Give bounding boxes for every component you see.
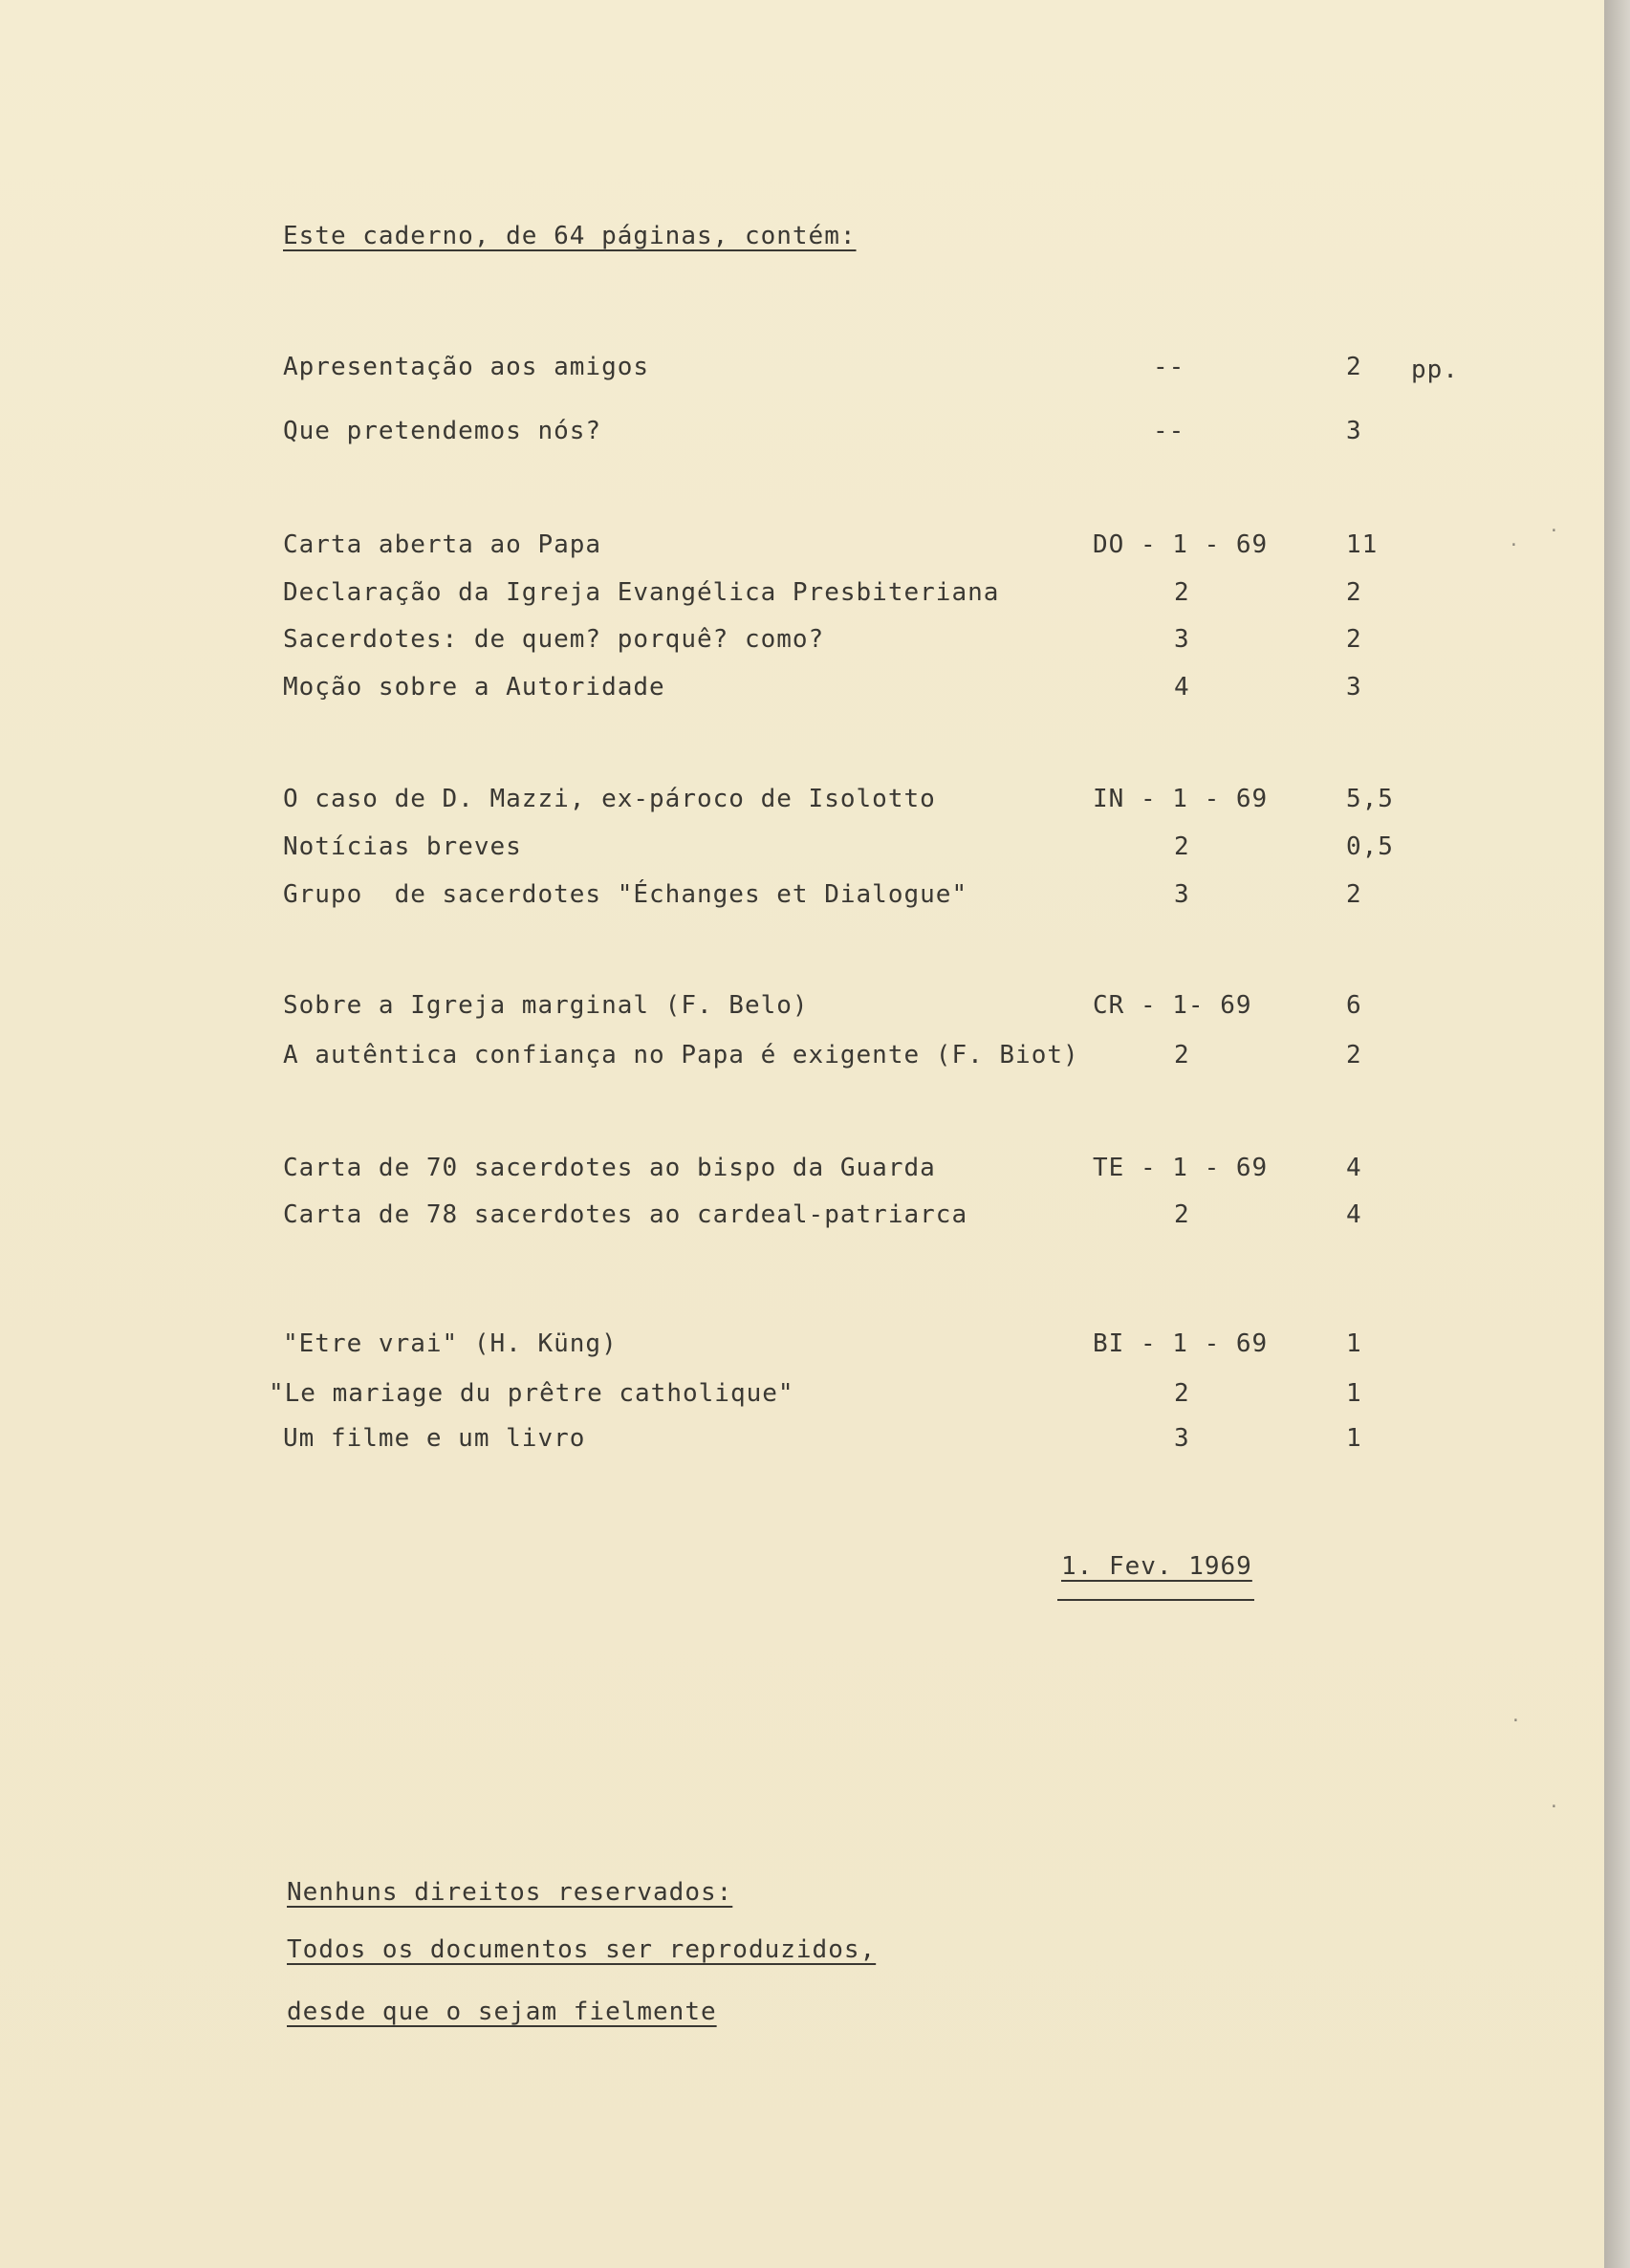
row-pages: 1 [1346, 1424, 1362, 1453]
row-pages: 0,5 [1346, 832, 1394, 861]
rights-line: Todos os documentos ser reproduzidos, [287, 1935, 877, 1964]
row-pages: 2 [1346, 578, 1362, 607]
date-rule [1057, 1599, 1254, 1601]
row-pages: 4 [1346, 1200, 1362, 1229]
row-title: "Etre vrai" (H. Küng) [283, 1329, 618, 1358]
bleed-through-text [153, 96, 916, 153]
row-title: A autêntica confiança no Papa é exigente (F. Biot) [283, 1041, 1079, 1069]
row-title: Apresentação aos amigos [283, 353, 650, 381]
row-ref: 4 [1174, 673, 1190, 702]
row-title: "Le mariage du prêtre catholique" [269, 1379, 794, 1408]
row-ref: -- [1153, 417, 1185, 445]
punch-mark: · [1510, 1711, 1521, 1731]
row-pages: 2 [1346, 1041, 1362, 1069]
rights-line: desde que o sejam fielmente [287, 1998, 717, 2026]
row-ref: BI - 1 - 69 [1093, 1329, 1269, 1358]
rights-heading: Nenhuns direitos reservados: [287, 1878, 733, 1907]
row-title: Que pretendemos nós? [283, 417, 602, 445]
row-pages: 4 [1346, 1154, 1362, 1182]
pages-unit: pp. [1411, 356, 1459, 384]
row-pages: 2 [1346, 353, 1362, 381]
row-pages: 1 [1346, 1379, 1362, 1408]
row-title: Grupo de sacerdotes "Échanges et Dialogue" [283, 880, 968, 909]
row-ref: 3 [1174, 1424, 1190, 1453]
punch-mark: · [1549, 1797, 1559, 1817]
row-pages: 6 [1346, 991, 1362, 1020]
row-pages: 2 [1346, 625, 1362, 654]
row-ref: 2 [1174, 1200, 1190, 1229]
row-pages: 11 [1346, 530, 1379, 559]
row-ref: IN - 1 - 69 [1093, 785, 1269, 813]
row-pages: 3 [1346, 417, 1362, 445]
row-title: Carta aberta ao Papa [283, 530, 602, 559]
row-ref: 2 [1174, 1379, 1190, 1408]
contents-heading: Este caderno, de 64 páginas, contém: [283, 222, 857, 250]
row-ref: 2 [1174, 1041, 1190, 1069]
row-title: Sobre a Igreja marginal (F. Belo) [283, 991, 809, 1020]
row-ref: DO - 1 - 69 [1093, 530, 1269, 559]
row-ref: 3 [1174, 625, 1190, 654]
row-ref: 2 [1174, 832, 1190, 861]
row-title: Notícias breves [283, 832, 522, 861]
row-title: Carta de 78 sacerdotes ao cardeal-patriarca [283, 1200, 968, 1229]
punch-mark: · [1509, 535, 1519, 555]
row-title: Moção sobre a Autoridade [283, 673, 665, 702]
row-title: Declaração da Igreja Evangélica Presbiteriana [283, 578, 1000, 607]
row-ref: 2 [1174, 578, 1190, 607]
document-date: 1. Fev. 1969 [1061, 1552, 1252, 1581]
row-title: Carta de 70 sacerdotes ao bispo da Guarda [283, 1154, 936, 1182]
scan-edge [1604, 0, 1630, 2268]
punch-mark: · [1549, 521, 1559, 541]
row-ref: 3 [1174, 880, 1190, 909]
row-title: Um filme e um livro [283, 1424, 586, 1453]
row-ref: TE - 1 - 69 [1093, 1154, 1269, 1182]
row-title: O caso de D. Mazzi, ex-pároco de Isolotto [283, 785, 936, 813]
row-pages: 5,5 [1346, 785, 1394, 813]
row-pages: 2 [1346, 880, 1362, 909]
row-pages: 1 [1346, 1329, 1362, 1358]
row-ref: -- [1153, 353, 1185, 381]
row-title: Sacerdotes: de quem? porquê? como? [283, 625, 825, 654]
row-pages: 3 [1346, 673, 1362, 702]
row-ref: CR - 1- 69 [1093, 991, 1252, 1020]
